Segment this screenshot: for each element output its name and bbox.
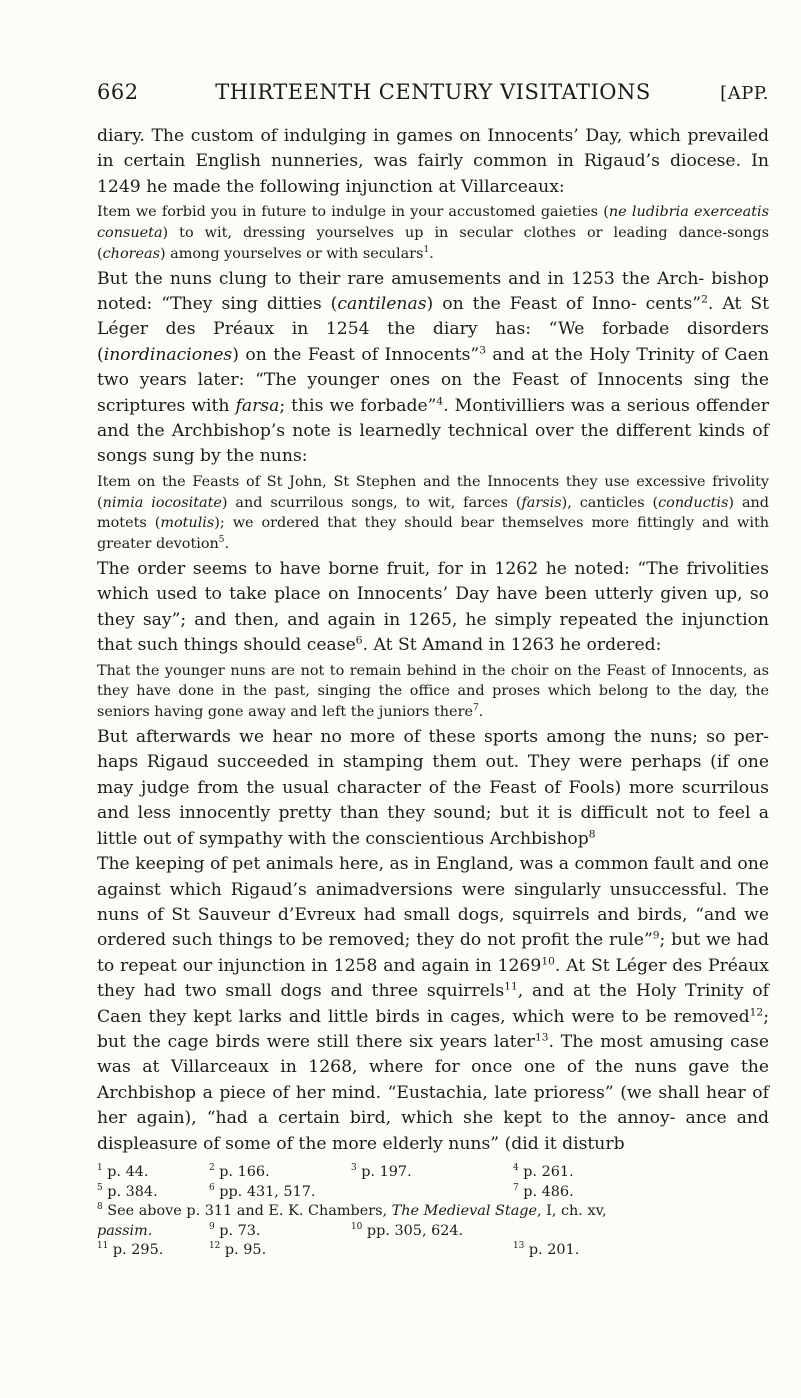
footnote: $^{13}$ p. 201.: [513, 1241, 580, 1259]
footnote-row: [97, 1183, 769, 1203]
footnote: $^2$ p. 166.: [209, 1163, 270, 1180]
footnote: $^{10}$ pp. 305, 624.: [351, 1221, 464, 1239]
footnote-row: [97, 1222, 769, 1242]
footnote: $^4$ p. 261.: [513, 1163, 574, 1180]
section-marker: [APP.: [720, 83, 769, 104]
footnote: $^6$ pp. 431, 517.: [209, 1182, 316, 1200]
footnote-spacer: [351, 1183, 513, 1203]
footnote-ref: 11: [504, 979, 518, 993]
body-text: [97, 124, 769, 1157]
footnote-8: $^8$ See above p. 311 and E. K. Chambers, The Medieval Stage, I, ch. xv,: [97, 1202, 607, 1220]
footnote: $^7$ p. 486.: [513, 1182, 574, 1200]
footnote-ref: 2: [701, 292, 708, 306]
footnote: $^{11}$ p. 295.: [97, 1241, 164, 1259]
paragraph-4: But afterwards we hear no more of these sports among the nuns; so per- haps Rigaud succeeded in stamping them out. They were perhaps (if one may judge from the usual character of the Feast of Fools) more scurrilous and less innocently pretty than they sound; but it is difficult not to feel a little out of sympathy with the conscientious Archbishop$^8$: [97, 727, 769, 849]
footnote: $^1$ p. 44.: [97, 1163, 149, 1180]
footnote-ref: 7: [472, 703, 479, 714]
footnote-ref: 5: [218, 535, 225, 546]
footnote-spacer: [351, 1241, 513, 1261]
paragraph-1: diary. The custom of indulging in games on Innocents’ Day, which prevailed in certain English nunneries, was fairly common in Rigaud’s diocese. In 1249 he made the following injunction at Villarceaux:: [97, 126, 769, 197]
footnote-row: [97, 1163, 769, 1183]
footnote-ref: 8: [588, 826, 596, 840]
footnote-ref: 4: [436, 393, 444, 407]
footnote-ref: 6: [355, 633, 363, 647]
footnotes: [97, 1163, 769, 1261]
footnote-ref: 12: [749, 1004, 764, 1018]
footnote: $^9$ p. 73.: [209, 1221, 261, 1239]
footnote-spacer: [513, 1222, 769, 1242]
footnote-ref: 10: [541, 953, 555, 967]
paragraph-2: But the nuns clung to their rare amusements and in 1253 the Arch- bishop noted: “They sing ditties (cantilenas) on the Feast of Inno- cents”$^2$. At St Léger des Préaux in 1254 the diary has: “We forbade disorders (inordinaciones) on the Feast of Innocents”$^3$ and at the Holy Trinity of Caen two years later: “The younger ones on the Feast of Innocents sing the scriptures with farsa; this we forbade”$^4$. Montivilliers was a serious offender and the Archbishop’s note is learnedly technical over the different kinds of songs sung by the nuns:: [97, 268, 770, 467]
footnote-ref: 9: [652, 928, 660, 942]
page-number: 662: [97, 80, 139, 104]
paragraph-3: The order seems to have borne fruit, for in 1262 he noted: “The frivolities which used to take place on Innocents’ Day have been utterly given up, so they say”; and then, and again in 1265, he simply repeated the injunction that such things should cease$^6$. At St Amand in 1263 he ordered:: [97, 559, 769, 656]
footnote-8-continued: passim.: [97, 1222, 153, 1239]
footnote: $^{12}$ p. 95.: [209, 1241, 267, 1259]
quotation-1: Item we forbid you in future to indulge in your accustomed gaieties (ne ludibria exerceatis consueta) to wit, dressing yourselves up in secular clothes or leading dance-songs (choreas) among yourselves or with seculars$^1$.: [97, 204, 769, 262]
quotation-3: That the younger nuns are not to remain behind in the choir on the Feast of Innocents, as they have done in the past, singing the office and proses which belong to the day, the seniors having gone away and left the juniors there$^7$.: [97, 662, 769, 721]
footnote-ref: 1: [423, 245, 430, 256]
footnote: $^5$ p. 384.: [97, 1182, 158, 1200]
running-title: THIRTEENTH CENTURY VISITATIONS: [215, 80, 651, 104]
running-head: [97, 80, 769, 104]
footnote-ref: 3: [479, 343, 486, 357]
quotation-2: Item on the Feasts of St John, St Stephen and the Innocents they use excessive frivolity (nimia iocositate) and scurrilous songs, to wit, farces (farsis), canticles (conductis) and motets (motulis); we ordered that they should bear themselves more fittingly and with greater devotion$^5$.: [97, 473, 770, 553]
footnote: $^3$ p. 197.: [351, 1163, 412, 1180]
footnote-row: [97, 1241, 769, 1261]
footnote-ref: 13: [534, 1030, 549, 1044]
paragraph-5: The keeping of pet animals here, as in England, was a common fault and one against which Rigaud’s animadversions were singularly unsuccessful. The nuns of St Sauveur d’Evreux had small dogs, squirrels and birds, “and we ordered such things to be removed; they do not profit the rule”$^9$; but we had to repeat our injunction in 1258 and again in 1269$^{10}$. At St Léger des Préaux they had two small dogs and three squirrels$^{11}$, and at the Holy Trinity of Caen they kept larks and little birds in cages, which were to be removed$^{12}$; but the cage birds were still there six years later$^{13}$. The most amusing case was at Villarceaux in 1268, where for once one of the nuns gave the Archbishop a piece of her mind. “Eustachia, late prioress” (we shall hear of her again), “had a certain bird, which she kept to the annoy- ance and displeasure of some of the more elderly nuns” (did it disturb: [97, 854, 770, 1154]
